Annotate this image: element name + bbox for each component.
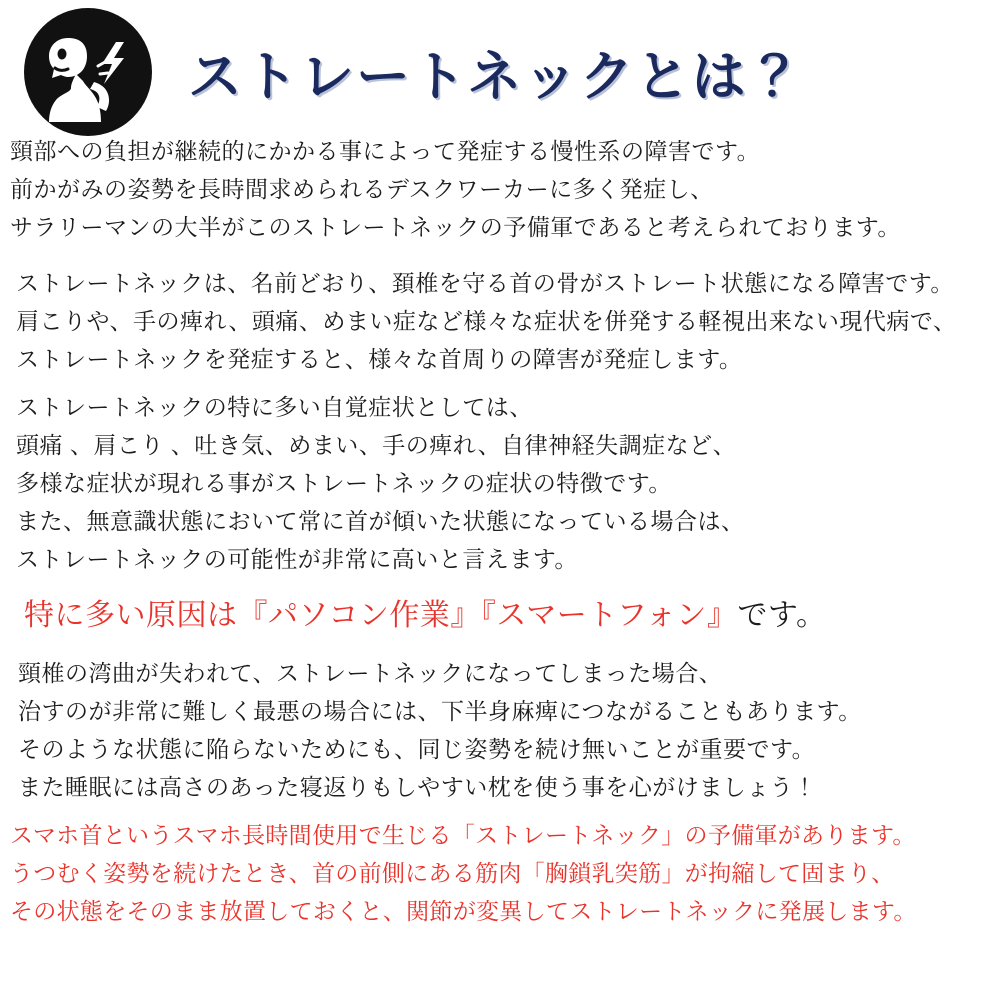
text-line: ストレートネックは、名前どおり、頚椎を守る首の骨がストレート状態になる障害です。 [16,270,954,296]
text-line: ストレートネックの可能性が非常に高いと言えます。 [16,546,578,572]
cause-heading-tail: です。 [737,599,827,632]
page-title: ストレートネックとは？ [188,46,804,107]
neck-pain-person-icon [24,8,152,136]
text-line: サラリーマンの大半がこのストレートネックの予備軍であると考えられております。 [10,214,901,240]
text-line: 前かがみの姿勢を長時間求められるデスクワーカーに多く発症し、 [10,176,714,202]
text-line: そのような状態に陥らないためにも、同じ姿勢を続け無いことが重要です。 [18,736,816,762]
cause-heading [10,588,992,644]
text-line: スマホ首というスマホ長時間使用で生じる「ストレートネック」の予備軍があります。 [10,822,916,848]
text-line: 治すのが非常に難しく最悪の場合には、下半身麻痺につながることもあります。 [18,698,862,724]
text-line: 頸椎の湾曲が失われて、ストレートネックになってしまった場合、 [18,660,723,686]
text-line: ストレートネックを発症すると、様々な首周りの障害が発症します。 [16,346,743,372]
spacer [10,246,992,264]
text-line: ストレートネックの特に多い自覚症状としては、 [16,394,533,420]
paragraph-advice [10,654,992,806]
text-line: うつむく姿勢を続けたとき、首の前側にある筋肉「胸鎖乳突筋」が拘縮して固まり、 [10,860,895,886]
text-line: また睡眠には高さのあった寝返りもしやすい枕を使う事を心がけましょう！ [18,774,817,800]
text-line: 頸部への負担が継続的にかかる事によって発症する慢性系の障害です。 [10,138,761,164]
text-line: 肩こりや、手の痺れ、頭痛、めまい症など様々な症状を併発する軽視出来ない現代病で、 [16,308,957,334]
paragraph-definition [10,264,992,378]
page-header [0,0,1000,132]
text-line: その状態をそのまま放置しておくと、関節が変異してストレートネックに発展します。 [10,898,917,924]
text-line: また、無意識状態において常に首が傾いた状態になっている場合は、 [16,508,745,534]
spacer [10,378,992,388]
spacer [10,806,992,816]
cause-heading-main: 特に多い原因は『パソコン作業』『スマートフォン』 [24,599,738,632]
document-content [0,132,1000,930]
paragraph-symptoms [10,388,992,578]
spacer [10,644,992,654]
paragraph-intro [10,132,992,246]
paragraph-smartphone-neck [10,816,992,930]
text-line: 頭痛 、肩こり 、吐き気、めまい、手の痺れ、自律神経失調症など、 [16,432,737,458]
spacer [10,578,992,588]
text-line: 多様な症状が現れる事がストレートネックの症状の特徴です。 [16,470,672,496]
